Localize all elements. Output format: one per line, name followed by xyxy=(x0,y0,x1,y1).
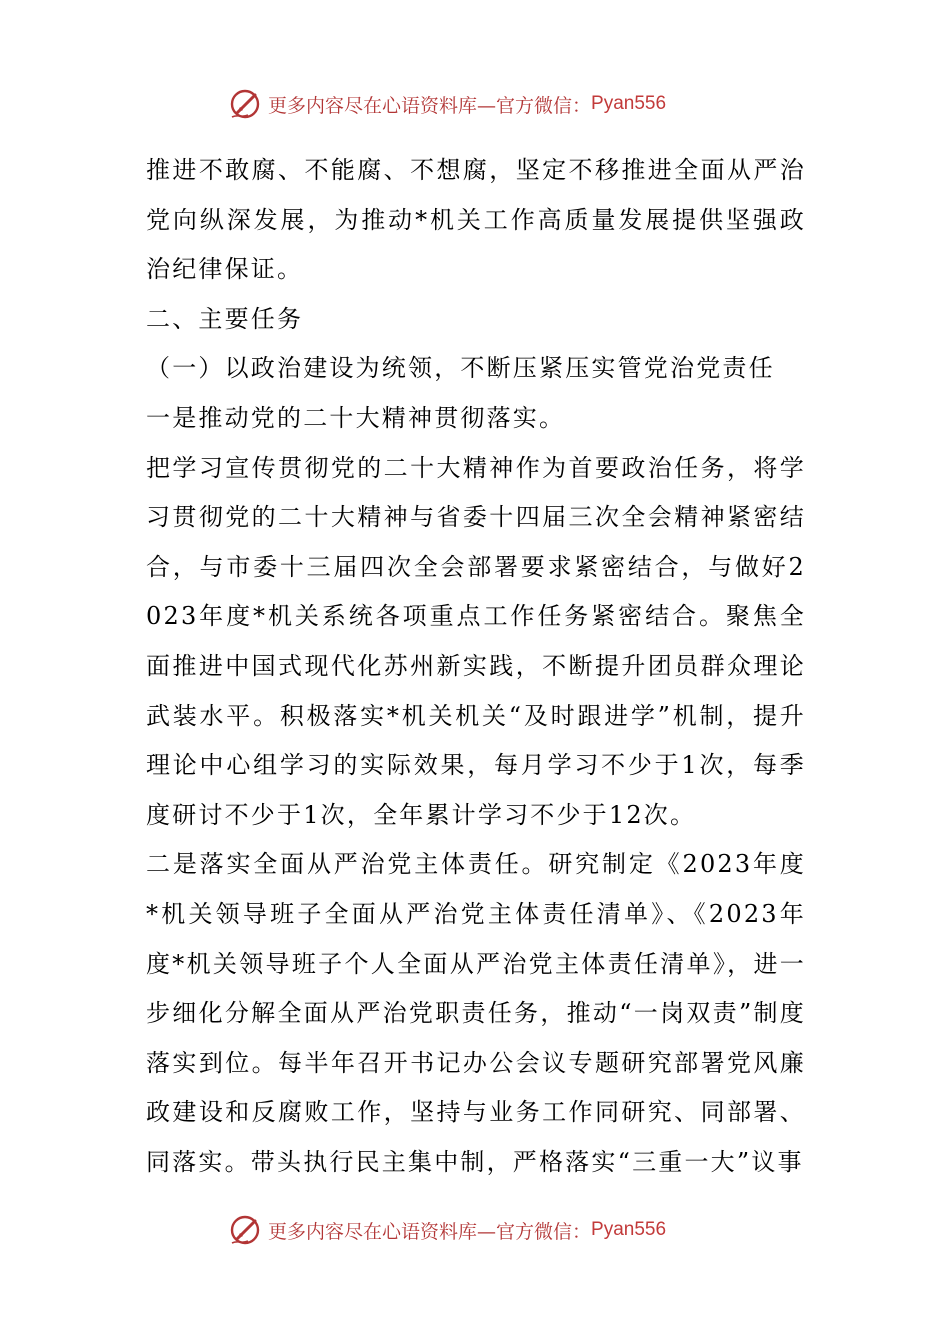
document-body xyxy=(146,146,806,1187)
watermark-text: 更多内容尽在心语资料库—官方微信： xyxy=(268,94,592,117)
footer-watermark xyxy=(228,1210,666,1250)
pen-logo-icon xyxy=(228,86,264,122)
pen-logo-icon xyxy=(228,1212,264,1248)
paragraph-responsibility: 二是落实全面从严治党主体责任。研究制定《2023年度*机关领导班子全面从严治党主体责任清单》、《2023年度*机关领导班子个人全面从严治党主体责任清单》，进一步细化分解全面从严治党职责任务，推动“一岗双责”制度落实到位。每半年召开书记办公会议专题研究部署党风廉政建设和反腐败工作，坚持与业务工作同研究、同部署、同落实。带头执行民主集中制，严格落实“三重一大”议事 xyxy=(146,850,806,1176)
subsection-heading: （一）以政治建设为统领，不断压紧压实管党治党责任 xyxy=(146,354,775,383)
paragraph-intro: 推进不敢腐、不能腐、不想腐，坚定不移推进全面从严治党向纵深发展，为推动*机关工作高质量发展提供坚强政治纪律保证。 xyxy=(146,156,806,284)
header-watermark xyxy=(228,84,666,124)
point-heading: 一是推动党的二十大精神贯彻落实。 xyxy=(146,403,566,432)
watermark-wechat-id: Pyan556 xyxy=(591,1219,667,1240)
paragraph-study: 把学习宣传贯彻党的二十大精神作为首要政治任务，将学习贯彻党的二十大精神与省委十四届三次全会精神紧密结合，与市委十三届四次全会部署要求紧密结合，与做好2023年度*机关系统各项重点工作任务紧密结合。聚焦全面推进中国式现代化苏州新实践，不断提升团员群众理论武装水平。积极落实*机关机关“及时跟进学”机制，提升理论中心组学习的实际效果，每月学习不少于1次，每季度研讨不少于1次，全年累计学习不少于12次。 xyxy=(146,453,806,829)
section-heading: 二、主要任务 xyxy=(146,304,304,333)
watermark-wechat-id: Pyan556 xyxy=(591,93,667,114)
watermark-text: 更多内容尽在心语资料库—官方微信： xyxy=(268,1220,592,1243)
